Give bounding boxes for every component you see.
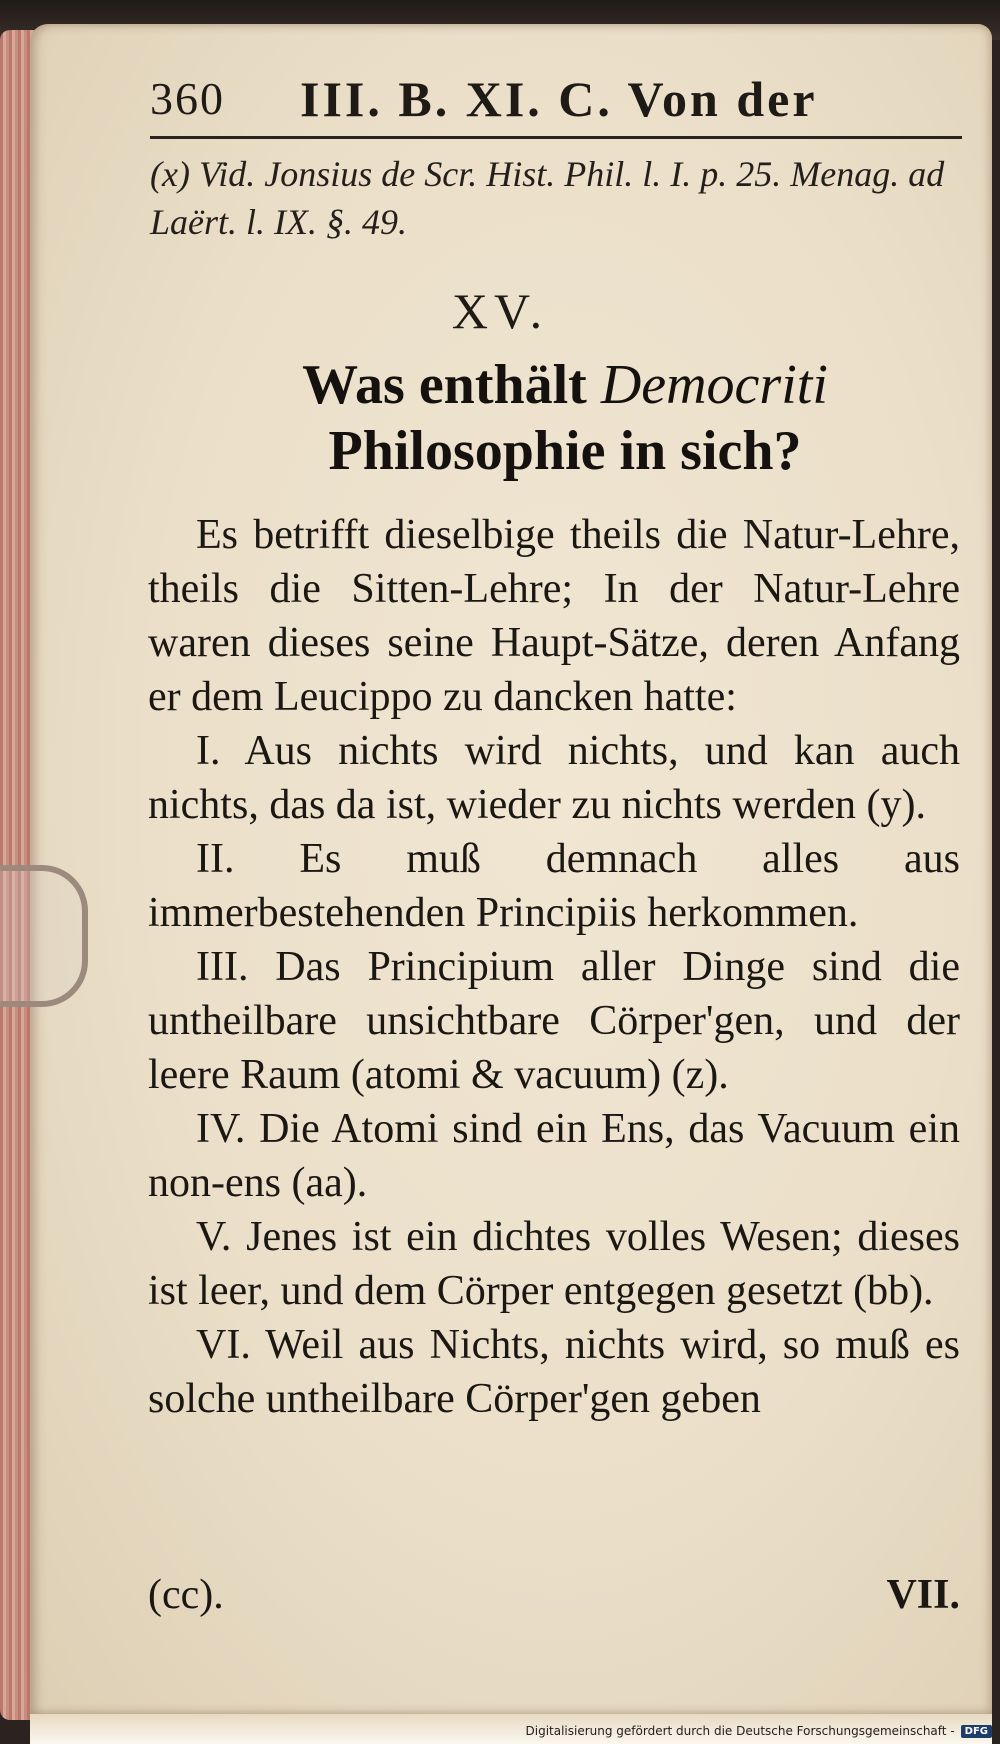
heading-part2: Philosophie in sich? (328, 420, 802, 482)
heading-latin: Democriti (600, 354, 828, 416)
page-number: 360 (150, 73, 225, 124)
section-heading (170, 352, 960, 484)
list-item: II. Es muß demnach alles aus immerbestehenden Principiis herkommen. (148, 836, 960, 936)
page-clip (0, 865, 88, 1007)
list-item: I. Aus nichts wird nichts, und kan auch nichts, das da ist, wieder zu nichts werden (y). (148, 728, 960, 828)
heading-part1: Was enthält (302, 354, 587, 416)
body-text (148, 508, 960, 1426)
list-item: V. Jenes ist ein dichtes volles Wesen; dieses ist leer, und dem Cörper entgegen gesetzt (bb). (148, 1214, 960, 1314)
dfg-logo-icon: DFG (961, 1725, 992, 1738)
footnote-x: (x) Vid. Jonsius de Scr. Hist. Phil. l. I. p. 25. Menag. ad Laërt. l. IX. §. 49. (150, 154, 945, 242)
list-item: III. Das Principium aller Dinge sind die untheilbare unsichtbare Cörper'gen, und der leere Raum (atomi & vacuum) (z). (148, 944, 960, 1098)
section-number: XV. (451, 283, 549, 339)
digitization-credit (526, 1724, 993, 1738)
running-head: III. B. XI. C. Von der (300, 71, 818, 127)
header-rule (150, 136, 962, 139)
list-item: VI. Weil aus Nichts, nichts wird, so muß es solche untheilbare Cörper'gen geben (148, 1322, 960, 1422)
list-item: IV. Die Atomi sind ein Ens, das Vacuum ein non-ens (aa). (148, 1106, 960, 1206)
catchword: VII. (886, 1572, 960, 1618)
intro-paragraph: Es betrifft dieselbige theils die Natur-Lehre, theils die Sitten-Lehre; In der Natur-Lehre waren dieses seine Haupt-Sätze, deren Anfang er dem Leucippo zu dancken hatte: (148, 512, 960, 720)
last-reference: (cc). (148, 1572, 224, 1618)
page-header (150, 64, 962, 140)
credit-text: Digitalisierung gefördert durch die Deutsche Forschungsgemeinschaft - (525, 1724, 955, 1738)
